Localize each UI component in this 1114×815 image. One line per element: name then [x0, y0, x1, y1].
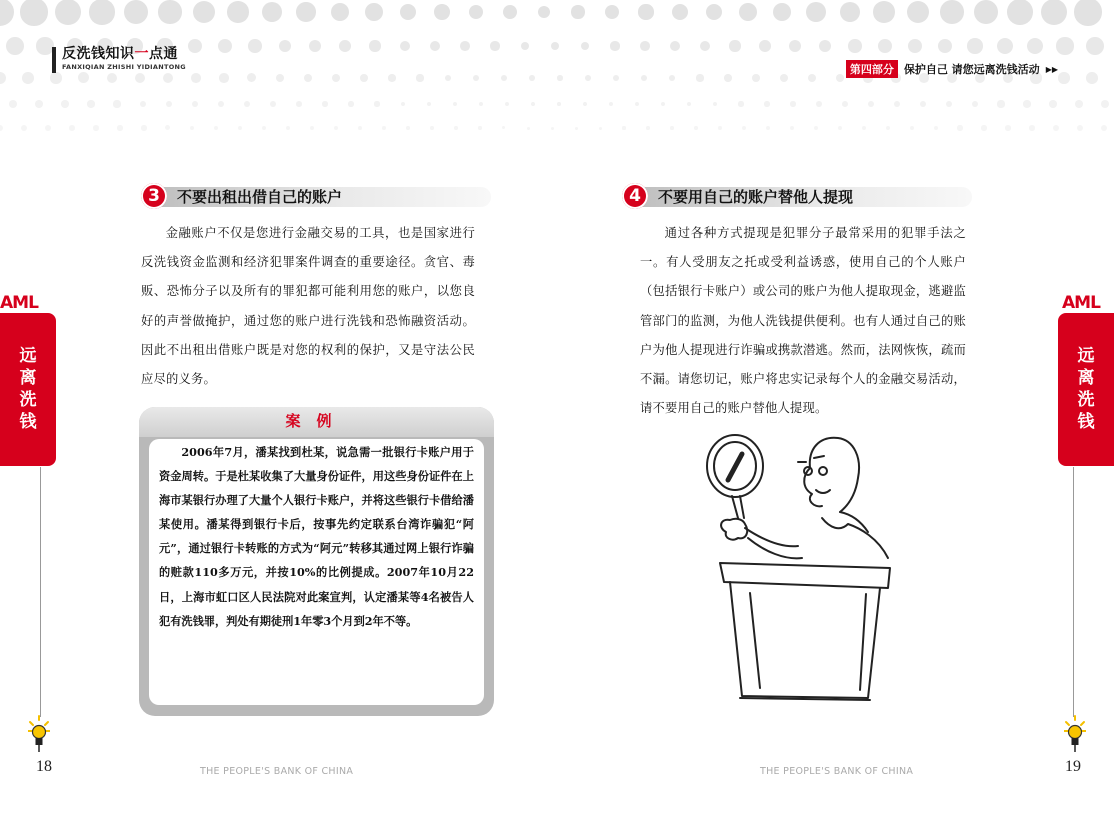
side-line-left — [40, 467, 41, 717]
decorative-dot — [613, 75, 619, 81]
decorative-dot — [502, 126, 505, 129]
section-body-text: 通过各种方式提现是犯罪分子最常采用的犯罪手法之一。有人受朋友之托或受利益诱惑，使用自己的个人账户（包括银行卡账户）或公司的账户为他人提取现金，逃避监管部门的监测，为他人洗钱提供便利。也有人通过自己的账户为他人提现进行诈骗或携款潜逃。然而，法网恢恢，疏而不漏。请您切记，账户将忠实记录每个人的金融交易活动，请不要用自己的账户替他人提现。 — [640, 226, 966, 416]
decorative-dot — [814, 126, 818, 130]
decorative-dot — [165, 125, 170, 130]
decorative-dot — [646, 126, 649, 129]
decorative-dot — [192, 101, 198, 107]
decorative-dot — [276, 74, 285, 83]
decorative-dot — [773, 3, 792, 22]
decorative-dot — [1058, 72, 1069, 83]
decorative-dot — [738, 101, 743, 106]
decorative-dot — [848, 39, 861, 52]
decorative-dot — [36, 37, 53, 54]
decorative-dot — [262, 126, 266, 130]
decorative-dot — [1086, 37, 1104, 55]
decorative-dot — [766, 126, 770, 130]
decorative-dot — [69, 125, 75, 131]
decorative-dot — [113, 100, 120, 107]
logo-subtitle: FANXIQIAN ZHISHI YIDIANTONG — [62, 63, 186, 71]
decorative-dot — [382, 126, 386, 130]
decorative-dot — [946, 101, 953, 108]
decorative-dot — [117, 125, 122, 130]
decorative-dot — [724, 74, 731, 81]
part-title: 保护自己 请您远离洗钱活动 — [903, 63, 1040, 76]
decorative-dot — [840, 2, 861, 23]
decorative-dot — [400, 4, 417, 21]
decorative-dot — [635, 102, 639, 106]
decorative-dot — [908, 39, 922, 53]
lightbulb-icon — [28, 714, 50, 754]
decorative-dot — [188, 39, 203, 54]
part-heading — [846, 60, 1058, 78]
decorative-dot — [609, 102, 613, 106]
decorative-dot — [219, 73, 228, 82]
decorative-dot — [416, 74, 423, 81]
page-number-right: 19 — [1065, 758, 1081, 775]
decorative-dot — [790, 126, 794, 130]
aml-label-left: AML — [0, 293, 38, 313]
section-body-text: 金融账户不仅是您进行金融交易的工具，也是国家进行反洗钱资金监测和经济犯罪案件调查的重要途径。贪官、毒贩、恐怖分子以及所有的罪犯都可能利用您的账户，以您良好的声誉做掩护，通过您的账户进行洗钱和恐怖融资活动。因此不出租出借账户既是对您的权利的保护，又是守法公民应尽的义务。 — [141, 226, 475, 387]
decorative-dot — [551, 127, 554, 130]
decorative-dot — [981, 125, 986, 130]
decorative-dot — [322, 101, 327, 106]
decorative-dot — [479, 102, 483, 106]
decorative-dot — [304, 74, 312, 82]
decorative-dot — [789, 40, 801, 52]
decorative-dot — [997, 100, 1004, 107]
part-badge: 第四部分 — [846, 60, 898, 78]
decorative-dot — [551, 42, 559, 50]
decorative-dot — [780, 74, 788, 82]
decorative-dot — [585, 75, 591, 81]
decorative-dot — [764, 101, 769, 106]
section-heading-3 — [141, 183, 491, 211]
decorative-dot — [907, 1, 930, 24]
decorative-dot — [310, 126, 314, 130]
decorative-dot — [759, 40, 771, 52]
decorative-dot — [0, 0, 14, 26]
decorative-dot — [473, 75, 479, 81]
decorative-dot — [920, 101, 926, 107]
decorative-dot — [401, 102, 406, 107]
decorative-dot — [358, 126, 362, 130]
decorative-dot — [873, 1, 895, 23]
case-title: 案例 — [285, 412, 348, 430]
decorative-dot — [20, 0, 47, 26]
decorative-dot — [638, 4, 653, 19]
decorative-dot — [360, 74, 368, 82]
decorative-dot — [605, 5, 619, 19]
decorative-dot — [997, 38, 1013, 54]
decorative-dot — [191, 73, 201, 83]
decorative-dot — [718, 126, 722, 130]
decorative-dot — [45, 125, 51, 131]
decorative-dot — [538, 6, 551, 19]
decorative-dot — [661, 102, 665, 106]
decorative-dot — [501, 75, 507, 81]
decorative-dot — [93, 125, 98, 130]
decorative-dot — [599, 127, 602, 130]
decorative-dot — [1077, 125, 1083, 131]
decorative-dot — [878, 39, 892, 53]
decorative-dot — [247, 73, 256, 82]
decorative-dot — [331, 3, 350, 22]
decorative-dot — [670, 126, 673, 129]
decorative-dot — [910, 126, 915, 131]
decorative-dot — [141, 125, 146, 130]
decorative-dot — [503, 5, 517, 19]
decorative-dot — [1027, 38, 1044, 55]
decorative-dot — [262, 2, 282, 22]
decorative-dot — [238, 126, 243, 131]
decorative-dot — [369, 40, 380, 51]
decorative-dot — [752, 74, 760, 82]
decorative-dot — [1007, 0, 1032, 25]
decorative-dot — [836, 74, 845, 83]
decorative-dot — [1041, 0, 1067, 25]
decorative-dot — [453, 102, 457, 106]
decorative-dot-pattern — [0, 0, 1114, 190]
decorative-dot — [557, 75, 562, 80]
decorative-dot — [296, 101, 302, 107]
decorative-dot — [1049, 100, 1057, 108]
decorative-dot — [862, 126, 867, 131]
decorative-dot — [1086, 72, 1098, 84]
decorative-dot — [214, 126, 219, 131]
decorative-dot — [739, 3, 757, 21]
decorative-dot — [1074, 0, 1101, 26]
decorative-dot — [454, 126, 457, 129]
decorative-dot — [1053, 125, 1059, 131]
decorative-dot — [78, 72, 89, 83]
section-title: 不要出租出借自己的账户 — [177, 188, 343, 206]
decorative-dot — [445, 75, 452, 82]
decorative-dot — [227, 1, 248, 22]
decorative-dot — [940, 0, 964, 24]
decorative-dot — [1101, 100, 1109, 108]
decorative-dot — [1029, 125, 1035, 131]
decorative-dot — [406, 126, 410, 130]
man-with-magnifier-illustration — [690, 428, 920, 718]
decorative-dot — [868, 101, 874, 107]
decorative-dot — [430, 41, 440, 51]
decorative-dot — [838, 126, 842, 130]
decorative-dot — [193, 1, 215, 23]
side-line-right — [1073, 467, 1074, 717]
decorative-dot — [967, 38, 983, 54]
decorative-dot — [1056, 37, 1073, 54]
decorative-dot — [296, 2, 316, 22]
decorative-dot — [279, 40, 292, 53]
decorative-dot — [400, 41, 411, 52]
decorative-dot — [557, 102, 561, 106]
decorative-dot — [140, 101, 147, 108]
decorative-dot — [427, 102, 432, 107]
decorative-dot — [1023, 100, 1030, 107]
side-tab-right: 远 离 洗 钱 — [1058, 313, 1114, 466]
decorative-dot — [270, 101, 276, 107]
decorative-dot — [22, 72, 34, 84]
decorative-dot — [388, 74, 395, 81]
decorative-dot — [672, 4, 688, 20]
decorative-dot — [469, 5, 484, 20]
decorative-dot — [9, 100, 17, 108]
decorative-dot — [713, 102, 718, 107]
side-tab-left: 远 离 洗 钱 — [0, 313, 56, 466]
decorative-dot — [1005, 125, 1010, 130]
decorative-dot — [135, 73, 145, 83]
decorative-dot — [974, 0, 998, 24]
decorative-dot — [430, 126, 433, 129]
decorative-dot — [696, 74, 703, 81]
decorative-dot — [742, 126, 746, 130]
decorative-dot — [972, 101, 979, 108]
decorative-dot — [529, 75, 535, 81]
decorative-dot — [700, 41, 711, 52]
section-heading-4 — [622, 183, 972, 211]
decorative-dot — [531, 102, 535, 106]
decorative-dot — [581, 42, 590, 51]
decorative-dot — [819, 40, 832, 53]
decorative-dot — [158, 0, 181, 23]
decorative-dot — [527, 127, 530, 130]
decorative-dot — [244, 101, 250, 107]
section-number-badge: 3 — [141, 183, 167, 209]
decorative-dot — [790, 101, 795, 106]
decorative-dot — [0, 72, 6, 84]
decorative-dot — [842, 101, 848, 107]
decorative-dot — [21, 125, 27, 131]
decorative-dot — [610, 41, 619, 50]
decorative-dot — [107, 73, 118, 84]
decorative-dot — [816, 101, 822, 107]
case-body-text: 2006年7月，潘某找到杜某，说急需一批银行卡账户用于资金周转。于是杜某收集了大量身份证件，用这些身份证件在上海市某银行办理了大量个人银行卡账户，并将这些银行卡借给潘某使用。潘某得到银行卡后，按事先约定联系台湾诈骗犯“阿元”，通过银行卡转账的方式为“阿元”转移其通过网上银行诈骗的赃款110多万元，并按10%的比例提成。2007年10月22日，上海市虹口区人民法院对此案宣判，认定潘某等4名被告人犯有洗钱罪，判处有期徒刑1年零3个月到2年不等。 — [159, 445, 474, 628]
decorative-dot — [334, 126, 338, 130]
decorative-dot — [218, 101, 224, 107]
logo-bar — [52, 47, 56, 73]
decorative-dot — [694, 126, 698, 130]
decorative-dot — [490, 41, 499, 50]
decorative-dot — [35, 100, 43, 108]
decorative-dot — [434, 4, 450, 20]
footer-right: THE PEOPLE'S BANK OF CHINA — [760, 766, 914, 777]
section-title: 不要用自己的账户替他人提现 — [658, 188, 854, 206]
page-number-left: 18 — [36, 758, 52, 775]
decorative-dot — [6, 37, 24, 55]
decorative-dot — [571, 5, 584, 18]
decorative-dot — [332, 74, 340, 82]
decorative-dot — [641, 75, 647, 81]
book-logo — [62, 46, 186, 71]
lightbulb-icon — [1064, 714, 1086, 754]
decorative-dot — [521, 42, 530, 51]
decorative-dot — [286, 126, 290, 130]
decorative-dot — [87, 100, 94, 107]
decorative-dot — [55, 0, 81, 25]
decorative-dot — [957, 125, 962, 130]
decorative-dot — [934, 126, 939, 131]
decorative-dot — [0, 125, 3, 131]
decorative-dot — [339, 40, 351, 52]
decorative-dot — [505, 102, 509, 106]
decorative-dot — [622, 126, 625, 129]
decorative-dot — [478, 126, 481, 129]
decorative-dot — [808, 74, 816, 82]
decorative-dot — [806, 2, 826, 22]
decorative-dot — [575, 127, 578, 130]
decorative-dot — [1101, 125, 1107, 131]
decorative-dot — [309, 40, 321, 52]
decorative-dot — [163, 73, 173, 83]
decorative-dot — [218, 39, 232, 53]
decorative-dot — [248, 39, 261, 52]
decorative-dot — [640, 41, 650, 51]
decorative-dot — [894, 101, 900, 107]
decorative-dot — [729, 40, 740, 51]
decorative-dot — [124, 0, 148, 24]
decorative-dot — [706, 4, 723, 21]
double-arrow-icon: ▶▶ — [1045, 64, 1058, 74]
decorative-dot — [50, 72, 61, 83]
decorative-dot — [583, 102, 587, 106]
logo-title: 反洗钱知识一点通 — [62, 46, 178, 62]
decorative-dot — [166, 101, 173, 108]
footer-left: THE PEOPLE'S BANK OF CHINA — [200, 766, 354, 777]
decorative-dot — [938, 39, 953, 54]
decorative-dot — [348, 101, 353, 106]
decorative-dot — [190, 126, 195, 131]
decorative-dot — [365, 3, 383, 21]
decorative-dot — [670, 41, 680, 51]
decorative-dot — [1075, 100, 1083, 108]
section-number-badge: 4 — [622, 183, 648, 209]
decorative-dot — [374, 101, 379, 106]
decorative-dot — [669, 75, 676, 82]
aml-label-right: AML — [1062, 293, 1100, 313]
decorative-dot — [61, 100, 68, 107]
decorative-dot — [886, 126, 891, 131]
decorative-dot — [460, 41, 470, 51]
decorative-dot — [687, 102, 692, 107]
decorative-dot — [89, 0, 114, 25]
